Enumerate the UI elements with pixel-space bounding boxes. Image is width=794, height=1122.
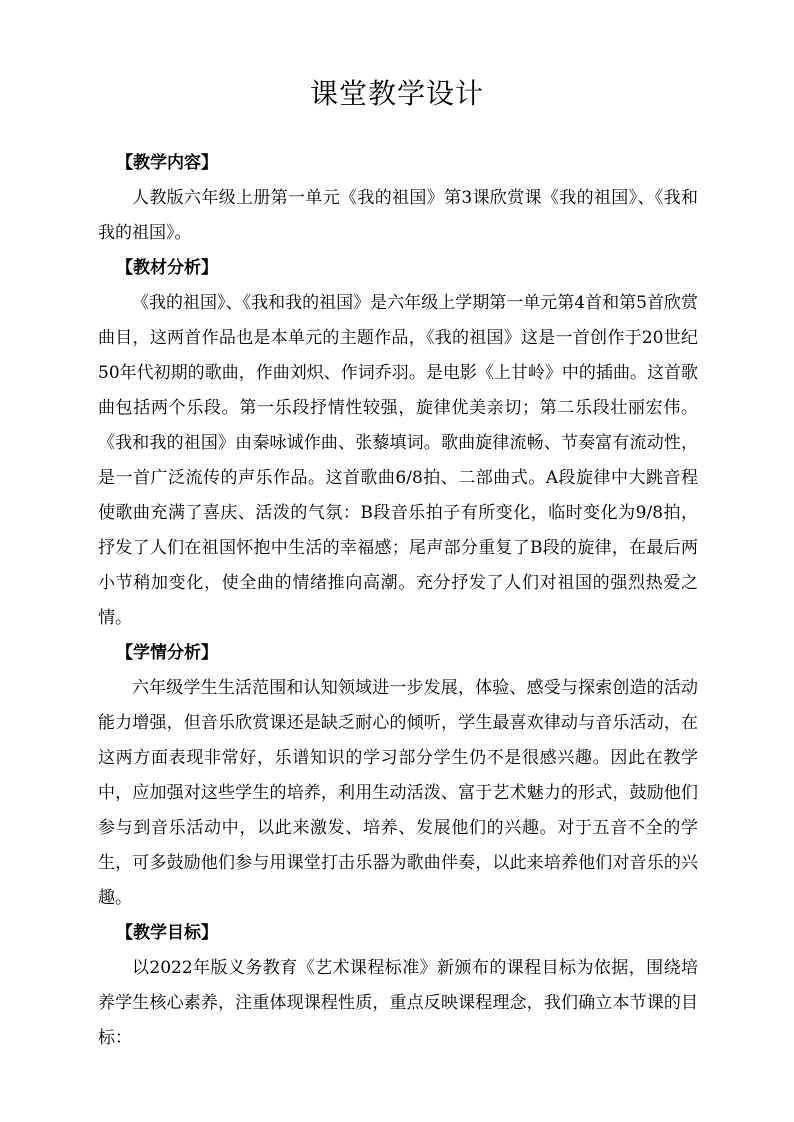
section-paragraph: 六年级学生生活范围和认知领域进一步发展，体验、感受与探索创造的活动能力增强，但音乐欣赏课还是缺乏耐心的倾听，学生最喜欢律动与音乐活动，在这两方面表现非常好，乐谱知识的学习部分学生仍不是很感兴趣。因此在教学中，应加强对这些学生的培养，利用生动活泼、富于艺术魅力的形式，鼓励他们参与到音乐活动中，以此来激发、培养、发展他们的兴趣。对于五音不全的学生，可多鼓励他们参与用课堂打击乐器为歌曲伴奏，以此来培养他们对音乐的兴趣。 (98, 678, 698, 908)
section-heading: 【教学内容】 (116, 153, 218, 173)
section-paragraph: 以2022年版义务教育《艺术课程标准》新颁布的课程目标为依据，围绕培养学生核心素养，注重体现课程性质，重点反映课程理念，我们确立本节课的目标： (98, 958, 698, 1048)
section-teaching-goals (98, 916, 698, 1056)
section-student-analysis (98, 636, 698, 916)
document-body (98, 146, 698, 1056)
section-material-analysis (98, 251, 698, 636)
section-teaching-content (98, 146, 698, 251)
section-heading: 【教学目标】 (116, 923, 218, 943)
section-heading: 【学情分析】 (116, 643, 218, 663)
section-paragraph: 人教版六年级上册第一单元《我的祖国》第3课欣赏课《我的祖国》、《我和我的祖国》。 (98, 188, 698, 243)
section-heading: 【教材分析】 (116, 258, 218, 278)
document-title: 课堂教学设计 (309, 77, 484, 110)
section-paragraph: 《我的祖国》、《我和我的祖国》是六年级上学期第一单元第4首和第5首欣赏曲目，这两首作品也是本单元的主题作品，《我的祖国》这是一首创作于20世纪50年代初期的歌曲，作曲刘炽、作词乔羽。是电影《上甘岭》中的插曲。这首歌曲包括两个乐段。第一乐段抒情性较强，旋律优美亲切；第二乐段壮丽宏伟。《我和我的祖国》由秦咏诚作曲、张藜填词。歌曲旋律流畅、节奏富有流动性，是一首广泛流传的声乐作品。这首歌曲6/8拍、二部曲式。A段旋律中大跳音程使歌曲充满了喜庆、活泼的气氛：B段音乐拍子有所变化，临时变化为9/8拍，抒发了人们在祖国怀抱中生活的幸福感；尾声部分重复了B段的旋律，在最后两小节稍加变化，使全曲的情绪推向高潮。充分抒发了人们对祖国的强烈热爱之情。 (98, 293, 698, 628)
